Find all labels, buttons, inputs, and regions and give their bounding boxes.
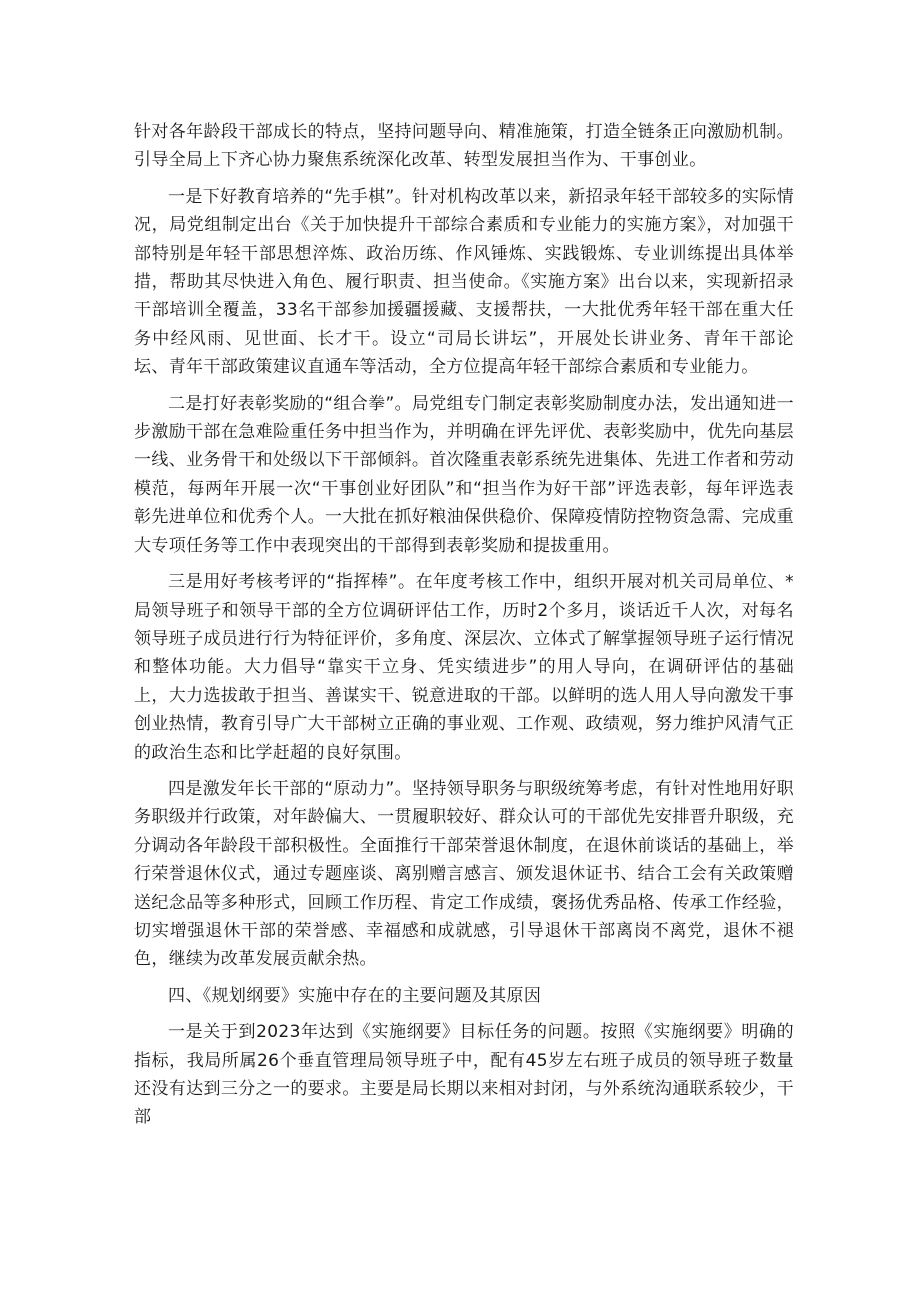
section-heading-problems: 四、《规划纲要》实施中存在的主要问题及其原因	[168, 985, 542, 1006]
paragraph-commendation-rewards: 二是打好表彰奖励的“组合拳”。局党组专门制定表彰奖励制度办法，发出通知进一步激励干部在急难险重任务中担当作为，并明确在评先评优、表彰奖励中，优先向基层一线、业务骨干和处级以下干部倾斜。首次隆重表彰系统先进集体、先进工作者和劳动模范，每两年开展一次“干事创业好团队”和“担当作为好干部”评选表彰，每年评选表彰先进单位和优秀个人。一大批在抓好粮油保供稳价、保障疫情防控物资急需、完成重大专项任务等工作中表现突出的干部得到表彰奖励和提拔重用。	[134, 393, 794, 556]
paragraph-education-training: 一是下好教育培养的“先手棋”。针对机构改革以来，新招录年轻干部较多的实际情况，局党组制定出台《关于加快提升干部综合素质和专业能力的实施方案》，对加强干部特别是年轻干部思想淬炼、政治历练、作风锤炼、实践锻炼、专业训练提出具体举措，帮助其尽快进入角色、履行职责、担当使命。《实施方案》出台以来，实现新招录干部培训全覆盖，33名干部参加援疆援藏、支援帮扶，一大批优秀年轻干部在重大任务中经风雨、见世面、长才干。设立“司局长讲坛”，开展处长讲业务、青年干部论坛、青年干部政策建议直通车等活动，全方位提高年轻干部综合素质和专业能力。	[134, 186, 794, 378]
paragraph-problem-one: 一是关于到2023年达到《实施纲要》目标任务的问题。按照《实施纲要》明确的指标，我局所属26个垂直管理局领导班子中，配有45岁左右班子成员的领导班子数量还没有达到三分之一的要求。主要是局长期以来相对封闭，与外系统沟通联系较少，干部	[134, 1022, 794, 1128]
paragraph-intro-continuation: 针对各年龄段干部成长的特点，坚持问题导向、精准施策，打造全链条正向激励机制。引导全局上下齐心协力聚焦系统深化改革、转型发展担当作为、干事创业。	[134, 122, 794, 171]
document-body	[134, 118, 794, 1140]
paragraph-senior-cadres: 四是激发年长干部的“原动力”。坚持领导职务与职级统筹考虑，有针对性地用好职务职级并行政策，对年龄偏大、一贯履职较好、群众认可的干部优先安排晋升职级，充分调动各年龄段干部积极性。全面推行干部荣誉退休制度，在退休前谈话的基础上，举行荣誉退休仪式，通过专题座谈、离别赠言感言、颁发退休证书、结合工会有关政策赠送纪念品等多种形式，回顾工作历程、肯定工作成绩，褒扬优秀品格、传承工作经验，切实增强退休干部的荣誉感、幸福感和成就感，引导退休干部离岗不离党，退休不褪色，继续为改革发展贡献余热。	[134, 778, 794, 970]
paragraph-assessment-evaluation: 三是用好考核考评的“指挥棒”。在年度考核工作中，组织开展对机关司局单位、*局领导班子和领导干部的全方位调研评估工作，历时2个多月，谈话近千人次，对每名领导班子成员进行行为特征评价，多角度、深层次、立体式了解掌握领导班子运行情况和整体功能。大力倡导“靠实干立身、凭实绩进步”的用人导向，在调研评估的基础上，大力选拔敢于担当、善谋实干、锐意进取的干部。以鲜明的选人用人导向激发干事创业热情，教育引导广大干部树立正确的事业观、工作观、政绩观，努力维护风清气正的政治生态和比学赶超的良好氛围。	[134, 572, 794, 763]
